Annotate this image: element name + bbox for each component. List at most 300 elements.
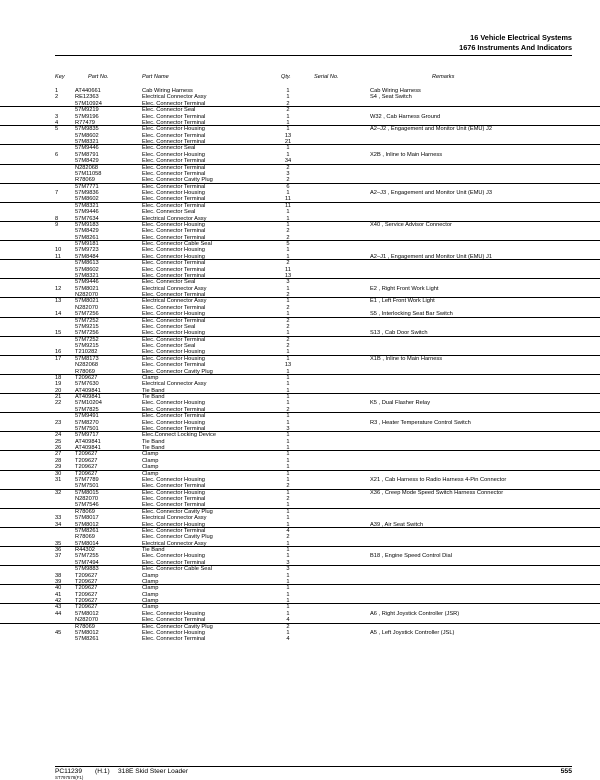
row-part-no: 57M7789 xyxy=(75,476,99,483)
row-key: 26 xyxy=(55,445,62,451)
row-qty: 1 xyxy=(286,298,290,305)
row-part-name: Elec. Connector Terminal xyxy=(142,234,206,241)
page-number: 555 xyxy=(560,768,572,775)
row-qty: 2 xyxy=(286,234,290,241)
row-key: 23 xyxy=(55,419,62,426)
row-part-name: Elec. Connector Terminal xyxy=(142,559,206,566)
row-part-no: 57M9883 xyxy=(75,566,99,573)
row-part-name: Tie Band xyxy=(142,394,165,400)
row-part-name: Elec. Connector Housing xyxy=(142,253,205,260)
row-part-name: Elec. Connector Terminal xyxy=(142,132,206,139)
row-qty: 6 xyxy=(286,183,290,190)
row-remarks: Cab Wiring Harness xyxy=(370,88,421,94)
footer-code: ST797578(F1) xyxy=(55,775,84,780)
row-qty: 2 xyxy=(286,317,290,324)
row-qty: 1 xyxy=(286,464,290,471)
row-part-name: Tie Band xyxy=(142,387,165,394)
row-part-no: N282070 xyxy=(75,617,99,624)
row-qty: 1 xyxy=(286,253,290,260)
row-key: 27 xyxy=(55,451,62,458)
row-qty: 1 xyxy=(286,400,290,407)
row-part-no: N282070 xyxy=(75,304,99,311)
row-part-no: 57M8613 xyxy=(75,260,99,267)
row-part-name: Elec. Connector Terminal xyxy=(142,139,206,145)
row-part-name: Elec. Connector Housing xyxy=(142,489,205,496)
row-qty: 13 xyxy=(284,272,292,279)
row-part-no: 57M9446 xyxy=(75,279,99,286)
row-qty: 21 xyxy=(284,139,292,145)
row-part-no: 57M9835 xyxy=(75,126,99,133)
row-key: 8 xyxy=(55,215,59,222)
row-part-name: Elec. Connector Terminal xyxy=(142,483,206,490)
row-part-name: Elec. Connector Cavity Plug xyxy=(142,623,213,630)
row-part-no: 57M9215 xyxy=(75,343,99,349)
row-qty: 1 xyxy=(286,349,290,356)
row-qty: 1 xyxy=(286,476,290,483)
row-part-no: 57M7630 xyxy=(75,381,99,388)
row-part-no: T209627 xyxy=(75,470,98,477)
row-qty: 13 xyxy=(284,362,292,369)
row-part-name: Tie Band xyxy=(142,438,165,445)
row-part-name: Elec. Connector Terminal xyxy=(142,336,206,343)
row-qty: 1 xyxy=(286,394,290,400)
row-part-name: Clamp xyxy=(142,598,159,604)
row-qty: 1 xyxy=(286,489,290,496)
footer-catalog: PC11239 xyxy=(55,768,83,775)
row-key: 22 xyxy=(55,400,62,407)
row-part-no: 57M7494 xyxy=(75,559,99,566)
row-part-name: Tie Band xyxy=(142,547,165,553)
row-part-no: 57M9723 xyxy=(75,247,99,254)
row-part-no: R44302 xyxy=(75,547,95,553)
row-qty: 1 xyxy=(286,355,290,362)
row-part-name: Clamp xyxy=(142,464,159,471)
row-qty: 1 xyxy=(286,419,290,426)
row-part-name: Electrical Connector Assy xyxy=(142,215,207,222)
row-part-no: R78069 xyxy=(75,623,95,630)
row-part-name: Elec. Connector Terminal xyxy=(142,636,206,643)
row-part-no: N282068 xyxy=(75,362,99,369)
row-qty: 4 xyxy=(286,636,290,643)
row-part-name: Elec. Connector Seal xyxy=(142,279,196,286)
row-part-no: 57M9491 xyxy=(75,413,99,420)
row-qty: 1 xyxy=(286,553,290,560)
row-remarks: S4 , Seat Switch xyxy=(370,94,412,101)
row-remarks: A2–J3 , Engagement and Monitor Unit (EMU) J3 xyxy=(370,190,493,196)
row-part-no: T210282 xyxy=(75,349,98,356)
row-part-name: Elec. Connector Terminal xyxy=(142,183,206,190)
col-key: Key xyxy=(55,74,65,80)
row-qty: 1 xyxy=(286,119,290,126)
row-part-name: Elec. Connector Terminal xyxy=(142,202,206,209)
row-part-no: T209627 xyxy=(75,457,98,464)
row-part-name: Elec. Connector Terminal xyxy=(142,413,206,420)
row-part-no: RE12363 xyxy=(75,94,99,101)
row-part-no: 57M9183 xyxy=(75,221,99,228)
row-qty: 1 xyxy=(286,330,290,337)
row-key: 43 xyxy=(55,604,62,611)
row-part-name: Elec. Connector Seal xyxy=(142,343,196,349)
row-key: 30 xyxy=(55,470,62,477)
row-part-name: Tie Band xyxy=(142,445,165,451)
row-part-name: Elec. Connector Housing xyxy=(142,126,205,133)
row-part-name: Elec. Connector Housing xyxy=(142,221,205,228)
col-qty: Qty. xyxy=(281,74,291,80)
row-key: 20 xyxy=(55,387,62,394)
row-part-name: Clamp xyxy=(142,578,159,585)
row-part-no: 57M8012 xyxy=(75,610,99,617)
row-qty: 1 xyxy=(286,151,290,158)
row-part-name: Elec. Connector Housing xyxy=(142,151,205,158)
row-qty: 2 xyxy=(286,336,290,343)
row-part-name: Elec. Connector Terminal xyxy=(142,158,206,165)
row-part-no: T209627 xyxy=(75,604,98,611)
row-key: 7 xyxy=(55,190,59,196)
col-remarks: Remarks xyxy=(432,74,455,80)
row-qty: 2 xyxy=(286,496,290,502)
row-part-no: R78069 xyxy=(75,508,95,515)
row-key: 17 xyxy=(55,355,62,362)
row-part-no: 57M7501 xyxy=(75,425,99,432)
row-part-no: N282068 xyxy=(75,164,99,171)
row-part-no: 57M8021 xyxy=(75,298,99,305)
row-key: 28 xyxy=(55,457,62,464)
row-part-no: 57M8602 xyxy=(75,266,99,273)
row-key: 33 xyxy=(55,515,62,522)
row-part-no: 57M7825 xyxy=(75,406,99,413)
row-key: 24 xyxy=(55,432,62,439)
section-title: 16 Vehicle Electrical Systems xyxy=(470,33,572,42)
row-qty: 2 xyxy=(286,323,290,330)
row-part-name: Elec. Connector Housing xyxy=(142,476,205,483)
row-part-name: Elec. Connector Terminal xyxy=(142,113,206,120)
row-qty: 1 xyxy=(286,585,290,592)
row-qty: 1 xyxy=(286,515,290,522)
row-part-no: 57M7771 xyxy=(75,183,99,190)
row-qty: 4 xyxy=(286,617,290,624)
row-key: 15 xyxy=(55,330,62,337)
row-qty: 2 xyxy=(286,107,290,114)
row-part-no: R78069 xyxy=(75,368,95,375)
col-serial-no: Serial No. xyxy=(314,74,339,80)
row-part-name: Electrical Connector Assy xyxy=(142,381,207,388)
col-part-name: Part Name xyxy=(142,74,169,80)
row-part-no: 57M9196 xyxy=(75,113,99,120)
row-part-no: 57M7634 xyxy=(75,215,99,222)
row-part-no: 57M8261 xyxy=(75,636,99,643)
row-part-name: Electrical Connector Assy xyxy=(142,298,207,305)
row-part-name: Elec. Connector Housing xyxy=(142,400,205,407)
row-key: 3 xyxy=(55,113,59,120)
row-qty: 2 xyxy=(286,100,290,107)
row-key: 35 xyxy=(55,540,62,547)
row-part-no: 57M8021 xyxy=(75,285,99,292)
row-part-name: Elec. Connector Terminal xyxy=(142,170,206,177)
row-qty: 3 xyxy=(286,559,290,566)
row-qty: 1 xyxy=(286,540,290,547)
row-part-name: Elec. Connector Cavity Plug xyxy=(142,177,213,184)
row-qty: 1 xyxy=(286,451,290,458)
row-qty: 1 xyxy=(286,88,290,94)
row-remarks: S5 , Interlocking Seat Bar Switch xyxy=(370,311,453,318)
row-part-name: Elec. Connector Cable Seal xyxy=(142,566,212,573)
header-rule xyxy=(55,55,572,56)
row-part-no: R78069 xyxy=(75,534,95,541)
row-qty: 1 xyxy=(286,521,290,528)
row-part-no: AT440661 xyxy=(75,88,101,94)
row-key: 32 xyxy=(55,489,62,496)
row-qty: 1 xyxy=(286,368,290,375)
row-part-name: Elec. Connector Terminal xyxy=(142,272,206,279)
row-qty: 2 xyxy=(286,177,290,184)
row-part-no: 57M9446 xyxy=(75,209,99,216)
row-key: 14 xyxy=(55,311,62,318)
row-part-no: T209627 xyxy=(75,451,98,458)
row-part-no: N282070 xyxy=(75,496,99,502)
row-part-name: Clamp xyxy=(142,591,159,598)
row-part-name: Electrical Connector Assy xyxy=(142,540,207,547)
row-remarks: S13 , Cab Door Switch xyxy=(370,330,428,337)
row-remarks: E1 , Left Front Work Light xyxy=(370,298,435,305)
row-qty: 2 xyxy=(286,164,290,171)
row-part-no: 57M7501 xyxy=(75,483,99,490)
row-remarks: K5 , Dual Flasher Relay xyxy=(370,400,431,407)
row-part-no: AT409841 xyxy=(75,394,101,400)
row-remarks: A39 , Air Seat Switch xyxy=(370,521,424,528)
row-qty: 2 xyxy=(286,260,290,267)
row-qty: 1 xyxy=(286,470,290,477)
footer-revision: (H.1) xyxy=(95,768,110,775)
row-part-no: 57M7546 xyxy=(75,502,99,509)
row-part-name: Elec.Connect Locking Device xyxy=(142,432,216,439)
row-part-no: 57M8015 xyxy=(75,489,99,496)
row-remarks: X40 , Service Advisor Connector xyxy=(370,221,452,228)
row-key: 45 xyxy=(55,629,62,636)
row-part-no: 57M8014 xyxy=(75,540,99,547)
row-qty: 11 xyxy=(285,202,291,209)
row-qty: 1 xyxy=(286,629,290,636)
row-qty: 1 xyxy=(286,209,290,216)
row-remarks: R3 , Heater Temperature Control Switch xyxy=(370,419,471,426)
row-part-name: Elec. Connector Terminal xyxy=(142,164,206,171)
row-part-name: Elec. Connector Housing xyxy=(142,521,205,528)
row-qty: 2 xyxy=(286,406,290,413)
row-remarks: W32 , Cab Harness Ground xyxy=(370,113,441,120)
row-part-name: Elec. Connector Cavity Plug xyxy=(142,368,213,375)
row-qty: 1 xyxy=(286,381,290,388)
row-part-name: Elec. Connector Terminal xyxy=(142,304,206,311)
row-qty: 1 xyxy=(286,413,290,420)
row-qty: 1 xyxy=(286,285,290,292)
row-key: 40 xyxy=(55,585,62,592)
row-key: 10 xyxy=(55,247,62,254)
row-key: 9 xyxy=(55,221,59,228)
row-remarks: A6 , Right Joystick Controller (JSR) xyxy=(370,610,460,617)
row-part-no: 57M8484 xyxy=(75,253,99,260)
table-row xyxy=(0,636,600,642)
row-remarks: X21 , Cab Harness to Radio Harness 4-Pin Connector xyxy=(370,476,507,483)
row-remarks: X1B , Inline to Main Harness xyxy=(370,355,443,362)
row-part-name: Elec. Connector Housing xyxy=(142,311,205,318)
row-part-no: AT409841 xyxy=(75,438,101,445)
row-qty: 13 xyxy=(284,132,292,139)
row-part-no: 57M8261 xyxy=(75,234,99,241)
row-qty: 1 xyxy=(286,457,290,464)
row-key: 38 xyxy=(55,572,62,579)
row-part-no: T209627 xyxy=(75,585,98,592)
row-part-name: Elec. Connector Cavity Plug xyxy=(142,534,213,541)
row-part-name: Elec. Connector Housing xyxy=(142,349,205,356)
row-remarks: E2 , Right Front Work Light xyxy=(370,285,439,292)
row-part-name: Elec. Connector Housing xyxy=(142,247,205,254)
row-qty: 1 xyxy=(286,145,290,152)
row-part-no: 57M8270 xyxy=(75,419,99,426)
row-part-name: Elec. Connector Terminal xyxy=(142,196,206,203)
row-part-name: Clamp xyxy=(142,374,159,381)
row-part-no: 57M7256 xyxy=(75,330,99,337)
row-part-name: Elec. Connector Cable Seal xyxy=(142,241,212,247)
row-part-no: T209627 xyxy=(75,464,98,471)
row-key: 29 xyxy=(55,464,62,471)
row-remarks: B18 , Engine Speed Control Dial xyxy=(370,553,452,560)
row-part-name: Clamp xyxy=(142,572,159,579)
row-key: 19 xyxy=(55,381,62,388)
row-qty: 2 xyxy=(286,304,290,311)
row-part-no: 57M10924 xyxy=(75,100,102,107)
row-part-name: Clamp xyxy=(142,470,159,477)
row-qty: 1 xyxy=(286,591,290,598)
header-block xyxy=(459,33,572,53)
row-key: 2 xyxy=(55,94,59,101)
row-qty: 3 xyxy=(286,566,290,573)
row-part-no: 57M7255 xyxy=(75,553,99,560)
row-part-name: Elec. Connector Seal xyxy=(142,107,196,114)
row-part-no: 57M9215 xyxy=(75,323,99,330)
row-part-no: 57M8429 xyxy=(75,228,99,235)
row-part-no: T209627 xyxy=(75,572,98,579)
row-qty: 34 xyxy=(284,158,292,165)
row-key: 25 xyxy=(55,438,62,445)
row-key: 16 xyxy=(55,349,62,356)
row-qty: 1 xyxy=(286,126,290,133)
row-key: 6 xyxy=(55,151,59,158)
row-qty: 1 xyxy=(286,578,290,585)
row-part-no: 57M8017 xyxy=(75,515,99,522)
row-key: 13 xyxy=(55,298,62,305)
row-part-no: 57M11058 xyxy=(75,170,102,177)
row-qty: 1 xyxy=(286,438,290,445)
row-part-name: Cab Wiring Harness xyxy=(142,88,193,94)
row-part-name: Elec. Connector Terminal xyxy=(142,266,206,273)
row-key: 34 xyxy=(55,521,62,528)
col-part-no: Part No. xyxy=(88,74,109,80)
row-part-name: Elec. Connector Seal xyxy=(142,145,196,152)
row-qty: 1 xyxy=(286,432,290,439)
row-qty: 3 xyxy=(286,170,290,177)
row-part-name: Elec. Connector Terminal xyxy=(142,317,206,324)
row-part-name: Clamp xyxy=(142,585,159,592)
row-part-no: T209627 xyxy=(75,578,98,585)
row-qty: 1 xyxy=(286,604,290,611)
row-qty: 5 xyxy=(286,241,290,247)
row-qty: 2 xyxy=(286,623,290,630)
row-part-no: T209627 xyxy=(75,374,98,381)
row-qty: 2 xyxy=(286,292,290,298)
row-part-no: 57M7252 xyxy=(75,317,99,324)
row-part-name: Elec. Connector Terminal xyxy=(142,496,206,502)
row-part-no: 57M9181 xyxy=(75,241,99,247)
row-key: 42 xyxy=(55,598,62,604)
row-key: 21 xyxy=(55,394,62,400)
row-qty: 1 xyxy=(286,190,290,196)
row-qty: 1 xyxy=(286,215,290,222)
row-key: 41 xyxy=(55,591,62,598)
row-part-name: Elec. Connector Terminal xyxy=(142,292,206,298)
row-part-no: 57M8173 xyxy=(75,355,99,362)
row-part-name: Elec. Connector Seal xyxy=(142,209,196,216)
parts-table xyxy=(0,88,600,643)
row-part-no: AT409841 xyxy=(75,445,101,451)
row-key: 12 xyxy=(55,285,62,292)
row-qty: 1 xyxy=(286,502,290,509)
row-part-name: Electrical Connector Assy xyxy=(142,285,207,292)
row-qty: 1 xyxy=(286,311,290,318)
row-part-name: Elec. Connector Housing xyxy=(142,610,205,617)
row-key: 4 xyxy=(55,119,59,126)
row-remarks: A5 , Left Joystick Controller (JSL) xyxy=(370,629,455,636)
row-part-name: Elec. Connector Housing xyxy=(142,553,205,560)
row-part-name: Clamp xyxy=(142,457,159,464)
row-qty: 3 xyxy=(286,425,290,432)
row-qty: 2 xyxy=(286,534,290,541)
row-key: 44 xyxy=(55,610,62,617)
row-part-no: 57M8429 xyxy=(75,158,99,165)
row-part-no: 57M8321 xyxy=(75,272,99,279)
row-key: 5 xyxy=(55,126,59,133)
row-key: 11 xyxy=(55,253,61,260)
row-part-name: Elec. Connector Terminal xyxy=(142,425,206,432)
row-part-no: T209627 xyxy=(75,598,98,604)
row-part-name: Elec. Connector Terminal xyxy=(142,406,206,413)
row-part-no: 57M8261 xyxy=(75,527,99,534)
row-part-no: 57M9446 xyxy=(75,145,99,152)
row-key: 36 xyxy=(55,547,62,553)
row-part-name: Elec. Connector Terminal xyxy=(142,362,206,369)
row-qty: 3 xyxy=(286,279,290,286)
row-part-no: 57M7252 xyxy=(75,336,99,343)
row-part-name: Electrical Connector Assy xyxy=(142,515,207,522)
row-key: 31 xyxy=(55,476,62,483)
row-qty: 1 xyxy=(286,221,290,228)
row-part-no: 57M8602 xyxy=(75,196,99,203)
row-qty: 2 xyxy=(286,343,290,349)
row-qty: 1 xyxy=(286,247,290,254)
row-qty: 1 xyxy=(286,547,290,553)
footer-rule xyxy=(55,766,572,767)
row-key: 39 xyxy=(55,578,62,585)
row-key: 37 xyxy=(55,553,62,560)
row-part-name: Elec. Connector Terminal xyxy=(142,100,206,107)
row-remarks: X2B , Inline to Main Harness xyxy=(370,151,443,158)
section-subtitle: 1676 Instruments And Indicators xyxy=(459,43,572,52)
row-part-no: 57M9836 xyxy=(75,190,99,196)
row-part-name: Clamp xyxy=(142,604,159,611)
row-part-name: Elec. Connector Seal xyxy=(142,323,196,330)
row-part-no: AT409841 xyxy=(75,387,101,394)
row-part-no: 57M10204 xyxy=(75,400,102,407)
row-part-name: Elec. Connector Terminal xyxy=(142,228,206,235)
row-part-name: Elec. Connector Cavity Plug xyxy=(142,508,213,515)
